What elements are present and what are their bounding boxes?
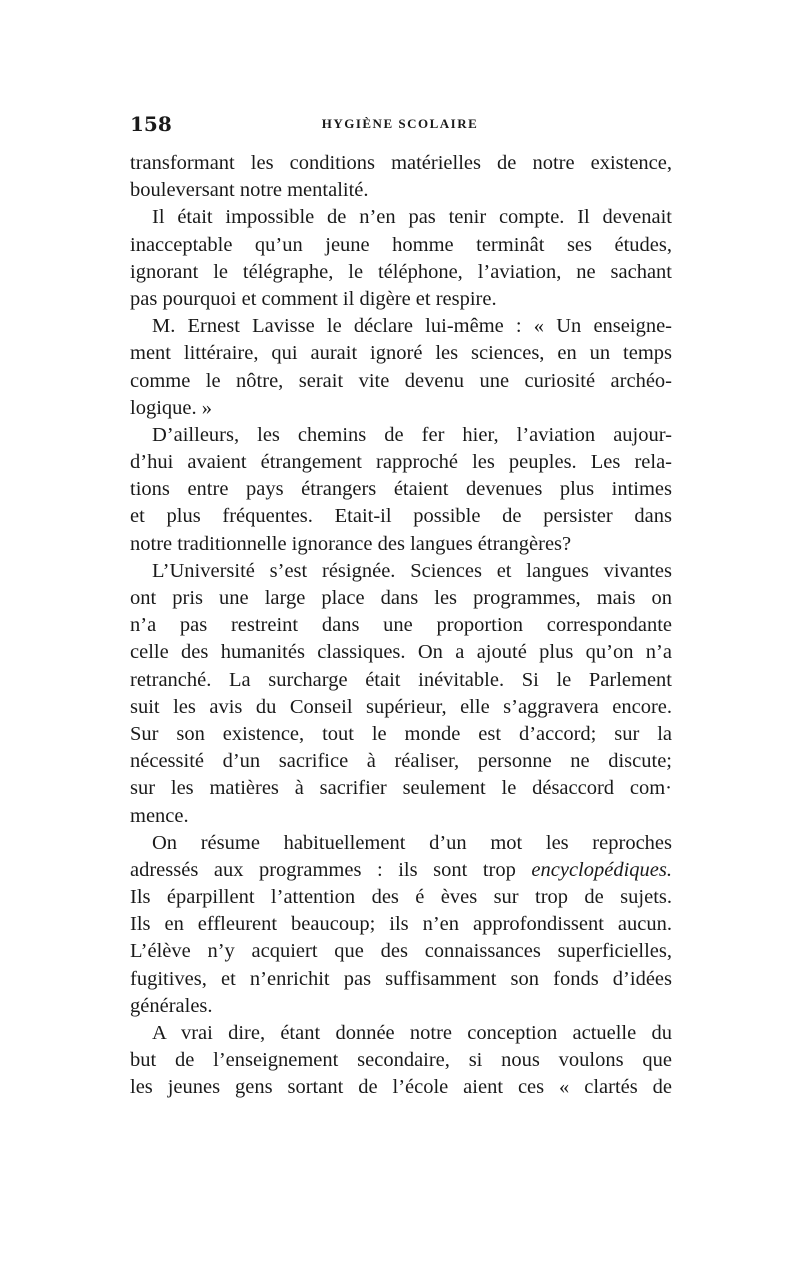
text-line: pas pourquoi et comment il digère et respire.	[130, 287, 497, 310]
text-line: inacceptable qu’un jeune homme terminât ses études,	[130, 233, 672, 256]
text-line-with-italic	[130, 857, 672, 884]
body-text	[130, 150, 672, 1102]
text-fragment: adressés aux programmes : ils sont trop	[130, 858, 532, 881]
text-line: logique. »	[130, 396, 212, 419]
text-line: notre traditionnelle ignorance des langues étrangères?	[130, 532, 572, 555]
text-line: tions entre pays étrangers étaient devenues plus intimes	[130, 478, 672, 501]
text-line: transformant les conditions matérielles de notre existence,	[130, 152, 672, 174]
text-line: D’ailleurs, les chemins de fer hier, l’aviation aujour-	[152, 423, 672, 446]
text-line: générales.	[130, 994, 213, 1017]
text-line: sur les matières à sacrifier seulement le désaccord com·	[130, 777, 672, 800]
italic-fragment: encyclopédiques.	[531, 858, 672, 881]
text-line: A vrai dire, étant donnée notre conception actuelle du	[152, 1022, 672, 1044]
text-line: d’hui avaient étrangement rapproché les peuples. Les rela-	[130, 451, 672, 474]
text-line: suit les avis du Conseil supérieur, elle s’aggravera encore.	[130, 695, 672, 718]
text-line: mence.	[130, 804, 189, 827]
text-line: Ils en effleurent beaucoup; ils n’en approfondissent aucun.	[130, 913, 672, 936]
text-line: comme le nôtre, serait vite devenu une curiosité archéo-	[130, 369, 672, 392]
text-line: bouleversant notre mentalité.	[130, 179, 369, 202]
text-line: et plus fréquentes. Etait-il possible de persister dans	[130, 505, 672, 528]
text-line: les jeunes gens sortant de l’école aient ces « clartés de	[130, 1076, 672, 1099]
text-line: Ils éparpillent l’attention des é èves sur trop de sujets.	[130, 886, 672, 909]
text-line: fugitives, et n’enrichit pas suffisamment son fonds d’idées	[130, 967, 672, 990]
running-head	[130, 112, 670, 140]
text-line: ont pris une large place dans les programmes, mais on	[130, 587, 672, 609]
text-line: ignorant le télégraphe, le téléphone, l’aviation, ne sachant	[130, 260, 672, 283]
text-line: Sur son existence, tout le monde est d’accord; sur la	[130, 722, 672, 745]
text-line: ment littéraire, qui aurait ignoré les sciences, en un temps	[130, 342, 672, 365]
text-line: M. Ernest Lavisse le déclare lui-même : « Un enseigne-	[152, 315, 672, 338]
text-line: On résume habituellement d’un mot les reproches	[152, 831, 672, 854]
text-line: retranché. La surcharge était inévitable. Si le Parlement	[130, 668, 672, 691]
text-line: celle des humanités classiques. On a ajouté plus qu’on n’a	[130, 641, 672, 664]
running-title: HYGIÈNE SCOLAIRE	[321, 116, 479, 131]
page-number: 158	[130, 112, 172, 136]
text-line: L’Université s’est résignée. Sciences et langues vivantes	[152, 559, 672, 582]
text-line: but de l’enseignement secondaire, si nous voulons que	[130, 1049, 672, 1072]
text-line: L’élève n’y acquiert que des connaissances superficielles,	[130, 940, 672, 963]
text-line: n’a pas restreint dans une proportion correspondante	[130, 614, 672, 637]
text-line: Il était impossible de n’en pas tenir compte. Il devenait	[152, 206, 672, 229]
text-line: nécessité d’un sacrifice à réaliser, personne ne discute;	[130, 750, 672, 773]
